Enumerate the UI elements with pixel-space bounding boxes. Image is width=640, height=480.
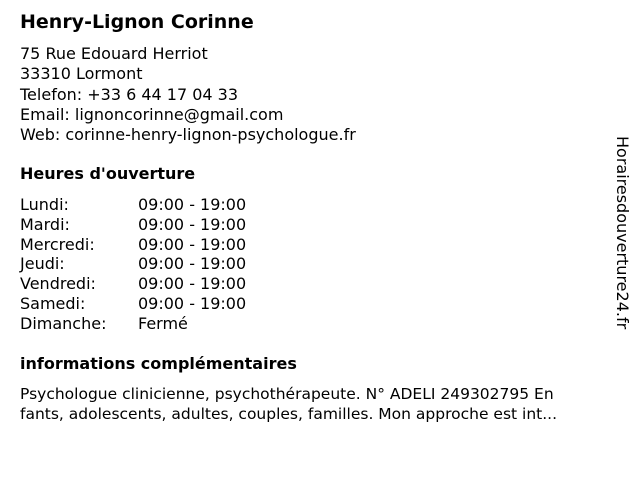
day-label: Samedi: <box>20 293 86 313</box>
info-line: fants, adolescents, adultes, couples, familles. Mon approche est int... <box>20 405 558 424</box>
info-line: Psychologue clinicienne, psychothérapeute. N° ADELI 249302795 En <box>20 385 554 403</box>
day-hours: Fermé <box>138 313 188 333</box>
day-label: Jeudi: <box>20 254 65 274</box>
additional-info-heading: informations complémentaires <box>20 354 297 373</box>
hours-row-friday <box>20 274 246 294</box>
address-street: 75 Rue Edouard Herriot <box>20 44 208 63</box>
business-name: Henry-Lignon Corinne <box>20 11 254 33</box>
day-hours: 09:00 - 19:00 <box>138 254 247 274</box>
hours-row-monday <box>20 195 246 215</box>
day-hours: 09:00 - 19:00 <box>138 274 247 294</box>
contact-block <box>20 44 356 145</box>
opening-hours-heading: Heures d'ouverture <box>20 164 196 183</box>
day-label: Lundi: <box>20 195 69 214</box>
site-watermark: Horairesdouverture24.fr <box>613 136 632 330</box>
day-label: Vendredi: <box>20 274 96 294</box>
additional-info-text <box>20 384 626 425</box>
hours-row-saturday <box>20 294 246 314</box>
day-label: Mercredi: <box>20 234 95 254</box>
day-label: Dimanche: <box>20 313 107 333</box>
phone-number[interactable]: Telefon: +33 6 44 17 04 33 <box>20 84 239 104</box>
hours-row-sunday <box>20 314 246 334</box>
address-city: 33310 Lormont <box>20 64 143 84</box>
email-address[interactable]: Email: lignoncorinne@gmail.com <box>20 104 284 124</box>
day-hours: 09:00 - 19:00 <box>138 293 247 313</box>
hours-row-thursday <box>20 254 246 274</box>
day-label: Mardi: <box>20 214 70 234</box>
day-hours: 09:00 - 19:00 <box>138 195 247 214</box>
day-hours: 09:00 - 19:00 <box>138 214 247 234</box>
hours-row-tuesday <box>20 215 246 235</box>
opening-hours-table <box>20 195 246 334</box>
day-hours: 09:00 - 19:00 <box>138 234 247 254</box>
hours-row-wednesday <box>20 235 246 255</box>
website-link[interactable]: Web: corinne-henry-lignon-psychologue.fr <box>20 125 356 145</box>
